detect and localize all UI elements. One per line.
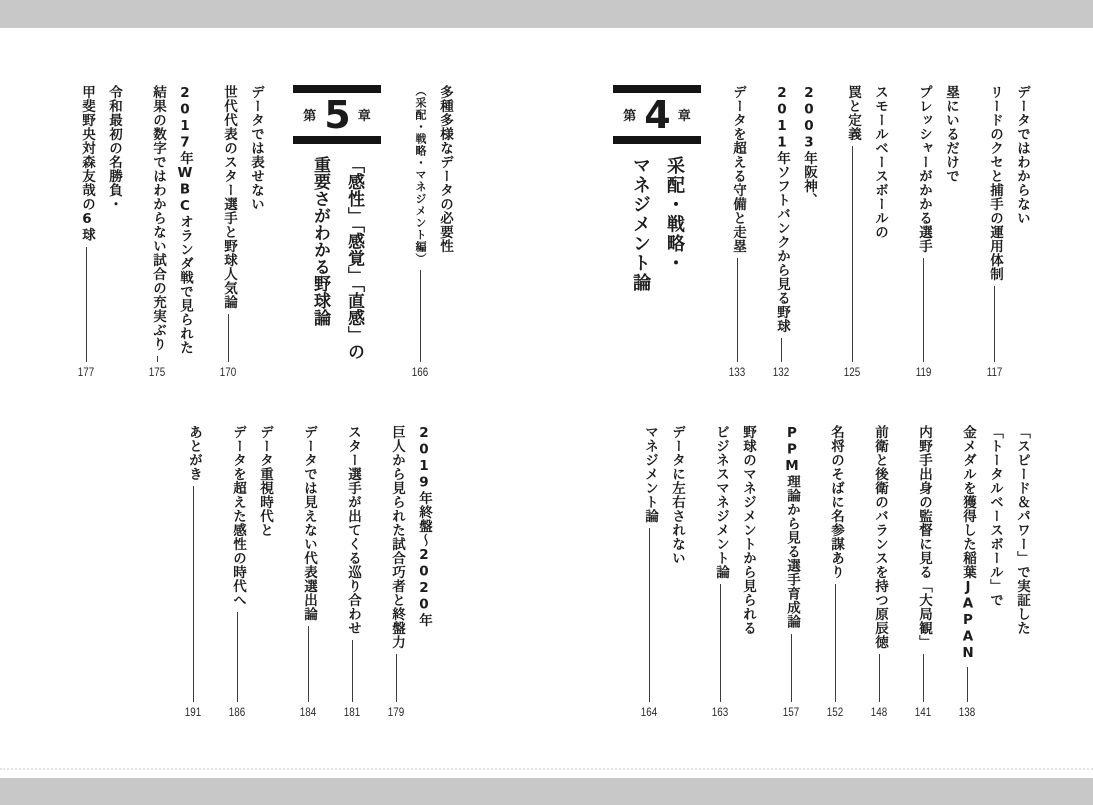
chapter-prefix: 第 [303, 109, 317, 124]
toc-entry [778, 425, 805, 718]
entry-title: 「スピード＆パワー」で実証した [1014, 425, 1030, 635]
chapter-bar [613, 136, 701, 144]
page-number: 132 [773, 365, 790, 379]
page-number: 164 [641, 705, 658, 719]
entry-title: あとがき [186, 425, 202, 481]
toc-entry [866, 425, 893, 718]
page-number: 170 [220, 365, 237, 379]
entry-title: データ重視時代と [257, 425, 273, 537]
entry-title: 2017年WBCオランダ戦で見られた [177, 85, 193, 355]
chapter-number: 4 [644, 92, 670, 137]
page-number: 186 [229, 705, 246, 719]
entry-title: 巨人から見られた試合巧者と終盤力 [389, 425, 405, 649]
entry-title: リードのクセと捕手の運用体制 [987, 85, 1003, 281]
chapter-number-row [613, 93, 701, 136]
page-number: 125 [844, 365, 861, 379]
entry-title: 2003年阪神、 [801, 85, 817, 207]
page-number: 175 [149, 365, 166, 379]
page-number: 157 [783, 705, 800, 719]
entry-title: 2011年ソフトバンクから見る野球 [774, 85, 790, 333]
entry-title: 内野手出身の監督に見る「大局観」 [916, 425, 932, 649]
chapter-title [293, 156, 381, 360]
entry-title: 結果の数字ではわからない試合の充実ぶり [150, 85, 166, 351]
entry-title: 名将のそばに名参謀あり [828, 425, 844, 579]
leader-line [157, 356, 158, 362]
chapter-title-line: 「感性」「感覚」「直感」の [344, 156, 364, 360]
toc-entry [707, 425, 761, 718]
leader-line [994, 286, 995, 362]
leader-line [967, 667, 968, 703]
leader-line [879, 654, 880, 702]
chapter-title-line: 采配・戦略・ [664, 156, 685, 273]
leader-line [352, 640, 353, 702]
toc-entry [144, 85, 198, 378]
toc-entry [224, 425, 278, 718]
toc-entry [215, 85, 269, 378]
chapter-prefix: 第 [623, 109, 637, 124]
chapter-number-row [293, 93, 381, 136]
leader-line [737, 258, 738, 362]
chapter-bar [293, 136, 381, 144]
entry-title: データでは見えない代表選出論 [301, 425, 317, 621]
toc-entry [383, 425, 437, 718]
entry-title: マネジメント論 [642, 425, 658, 523]
entry-title: ビジネスマネジメント論 [713, 425, 729, 579]
entry-title: 前衛と後衛のバランスを持つ原辰徳 [872, 425, 888, 649]
entry-title: 罠と定義 [845, 85, 861, 141]
chapter4-bottom-entries [636, 425, 1035, 718]
entry-title: スモールベースボールの [872, 85, 888, 239]
page-number: 166 [411, 365, 429, 379]
entry-title: データを超える守備と走塁 [730, 85, 746, 253]
leader-line [237, 612, 238, 702]
entry-title: 世代代表のスター選手と野球人気論 [221, 85, 237, 309]
entry-title: 金メダルを獲得した稲葉JAPAN [960, 425, 976, 662]
leader-line [396, 654, 397, 702]
entry-title: 塁にいるだけで [943, 85, 959, 183]
entry-subtitle: （采配・戦略・マネジメント編） [414, 85, 427, 265]
page-number: 179 [388, 705, 405, 719]
chapter-suffix: 章 [677, 109, 691, 124]
entry-title: PPM理論から見る選手育成論 [784, 425, 800, 629]
leader-line [86, 247, 87, 363]
leader-line [835, 584, 836, 702]
toc-entry [839, 85, 893, 378]
chapter-title [613, 156, 701, 293]
leader-line [308, 626, 309, 702]
chapter-bar [293, 85, 381, 93]
page-number: 119 [915, 365, 932, 379]
toc-entry [73, 85, 127, 378]
entry-title: 「トータルベースボール」で [987, 425, 1003, 607]
entry-title: データでは表せない [248, 85, 264, 211]
leader-line [852, 146, 853, 362]
leader-line [193, 486, 194, 702]
entry-title: 甲斐野央対森友哉の6球 [79, 85, 95, 242]
toc-entry [822, 425, 849, 718]
leader-line [720, 584, 721, 702]
page-number: 148 [871, 705, 888, 719]
toc-entry [180, 425, 207, 718]
chapter5-bottom-entries [180, 425, 437, 718]
page-edge-top [0, 0, 1093, 28]
entry-title: プレッシャーがかかる選手 [916, 85, 932, 253]
page-number: 177 [78, 365, 95, 379]
chapter4-header [613, 85, 701, 293]
chapter5-header [293, 85, 381, 360]
scan-dotted-line [0, 768, 1093, 770]
leader-line [228, 314, 229, 362]
page-number: 138 [959, 705, 976, 719]
toc-entry [295, 425, 322, 718]
entry-title: 2019年終盤～2020年 [416, 425, 432, 627]
entry-title: 令和最初の名勝負・ [106, 85, 122, 211]
leader-line [791, 634, 792, 703]
chapter-title-line: 重要さがわかる野球論 [310, 156, 330, 326]
chapter4-top-entries [724, 85, 1035, 378]
leader-line [923, 258, 924, 362]
page-number: 184 [300, 705, 317, 719]
chapter5-lead-entry [409, 85, 458, 378]
page-edge-bottom [0, 778, 1093, 805]
entry-title: データではわからない [1014, 85, 1030, 225]
toc-entry [768, 85, 822, 378]
toc-entry [636, 425, 690, 718]
entry-title: スター選手が出てくる巡り合わせ [345, 425, 361, 635]
toc-entry [954, 425, 1035, 718]
page-number: 117 [986, 365, 1003, 379]
toc-entry [724, 85, 751, 378]
chapter-title-line: マネジメント論 [630, 156, 651, 293]
page-number: 163 [712, 705, 729, 719]
leader-line [649, 528, 650, 702]
page-number: 191 [185, 705, 202, 719]
toc-entry [339, 425, 366, 718]
page-number: 181 [344, 705, 361, 719]
entry-title: 多種多様なデータの必要性 [437, 85, 453, 253]
toc-entry [981, 85, 1035, 378]
page-number: 133 [729, 365, 746, 379]
chapter-number: 5 [324, 92, 350, 137]
toc-entry [409, 85, 458, 378]
page-number: 141 [915, 705, 932, 719]
chapter-bar [613, 85, 701, 93]
leader-line [420, 270, 421, 362]
toc-entry [910, 85, 964, 378]
entry-title: データに左右されない [669, 425, 685, 565]
entry-title: データを超えた感性の時代へ [230, 425, 246, 607]
leader-line [781, 338, 782, 362]
chapter-suffix: 章 [357, 109, 371, 124]
chapter5-top-entries [73, 85, 269, 378]
entry-title: 野球のマネジメントから見られる [740, 425, 756, 635]
toc-entry [910, 425, 937, 718]
page-number: 152 [827, 705, 844, 719]
leader-line [923, 654, 924, 702]
